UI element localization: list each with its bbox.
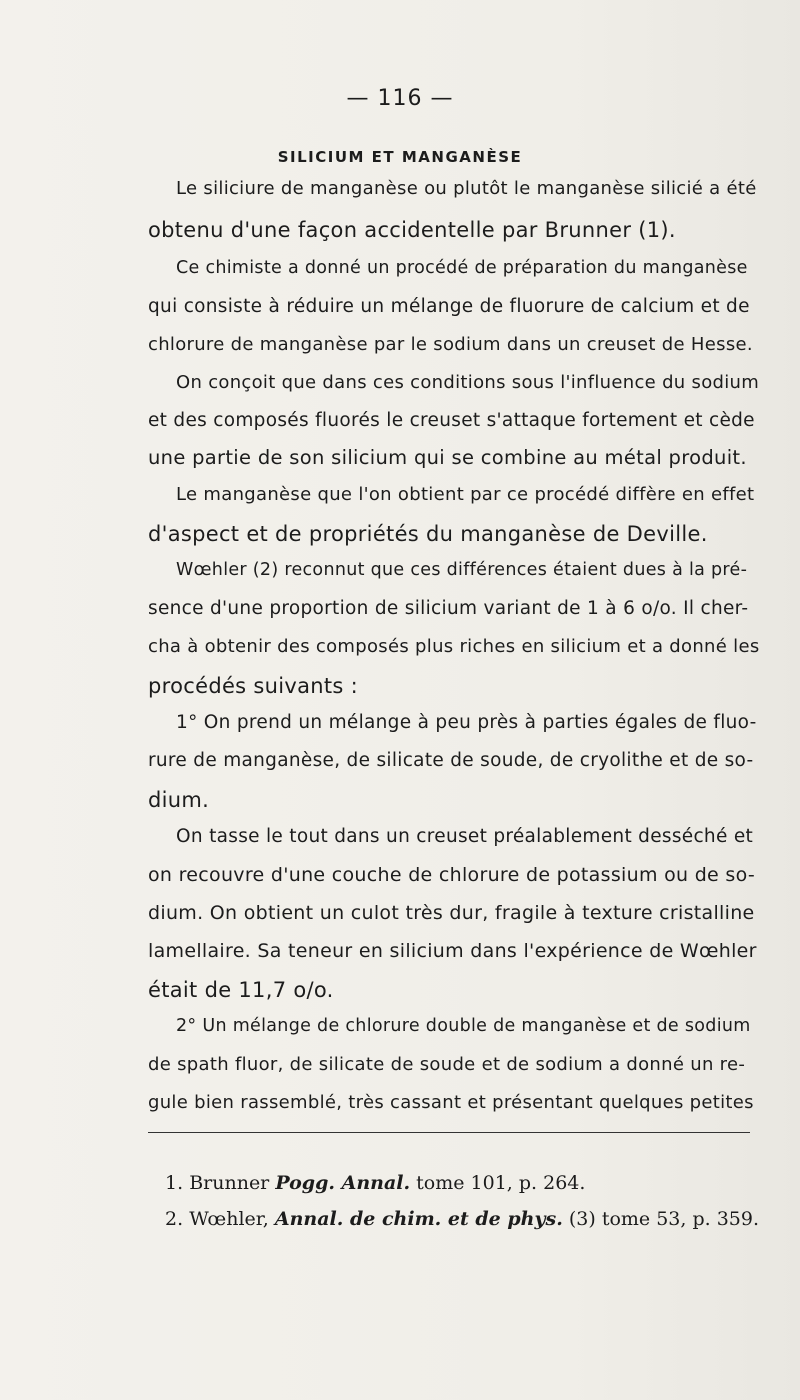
text-line: gule bien rassemblé, très cassant et présentant quelques petites (148, 1092, 754, 1113)
text-line: Ce chimiste a donné un procédé de préparation du manganèse (176, 258, 748, 278)
text-line: et des composés fluorés le creuset s'attaque fortement et cède (148, 410, 755, 431)
text-line: obtenu d'une façon accidentelle par Brunner (1). (148, 218, 676, 242)
text-line: 1° On prend un mélange à peu près à parties égales de fluo- (176, 712, 757, 733)
text-line: dium. (148, 788, 210, 812)
text-line: 2° Un mélange de chlorure double de manganèse et de sodium (176, 1016, 751, 1036)
footnote-number: 2. (165, 1208, 184, 1230)
text-line: On tasse le tout dans un creuset préalablement desséché et (176, 826, 754, 847)
text-line: Wœhler (2) reconnut que ces différences étaient dues à la pré- (176, 560, 748, 580)
text-line: procédés suivants : (148, 674, 358, 698)
running-heading: SILICIUM ET MANGANÈSE (277, 148, 523, 166)
footnote-journal: Annal. de chim. et de phys. (274, 1208, 563, 1230)
text-line: chlorure de manganèse par le sodium dans un creuset de Hesse. (148, 334, 753, 355)
footnote-author: Wœhler, (189, 1208, 269, 1230)
footnote-number: 1. (165, 1172, 184, 1194)
text-line: dium. On obtient un culot très dur, fragile à texture cristalline (148, 902, 755, 924)
text-line: on recouvre d'une couche de chlorure de potassium ou de so- (148, 864, 756, 886)
text-line: rure de manganèse, de silicate de soude, de cryolithe et de so- (148, 750, 754, 771)
text-line: Le siliciure de manganèse ou plutôt le manganèse silicié a été (176, 178, 757, 199)
text-line: sence d'une proportion de silicium variant de 1 à 6 o/o. Il cher- (148, 598, 749, 619)
footnote-author: Brunner (189, 1172, 270, 1194)
footnote-rule (148, 1132, 750, 1133)
page-number: — 116 — (346, 86, 454, 111)
text-line: de spath fluor, de silicate de soude et de sodium a donné un re- (148, 1054, 746, 1075)
footnote-reference: (3) tome 53, p. 359. (568, 1208, 760, 1230)
footnote (165, 1208, 759, 1230)
footnote-reference: tome 101, p. 264. (416, 1172, 586, 1194)
text-line: était de 11,7 o/o. (148, 978, 334, 1002)
footnote (165, 1172, 585, 1194)
text-line: d'aspect et de propriétés du manganèse de Deville. (148, 522, 708, 546)
text-line: une partie de son silicium qui se combine au métal produit. (148, 446, 747, 469)
text-line: lamellaire. Sa teneur en silicium dans l'expérience de Wœhler (148, 940, 757, 962)
text-line: qui consiste à réduire un mélange de fluorure de calcium et de (148, 296, 750, 317)
text-line: cha à obtenir des composés plus riches en silicium et a donné les (148, 636, 760, 657)
text-line: On conçoit que dans ces conditions sous l'influence du sodium (176, 372, 760, 393)
text-line: Le manganèse que l'on obtient par ce procédé diffère en effet (176, 484, 755, 505)
footnote-journal: Pogg. Annal. (275, 1172, 411, 1194)
